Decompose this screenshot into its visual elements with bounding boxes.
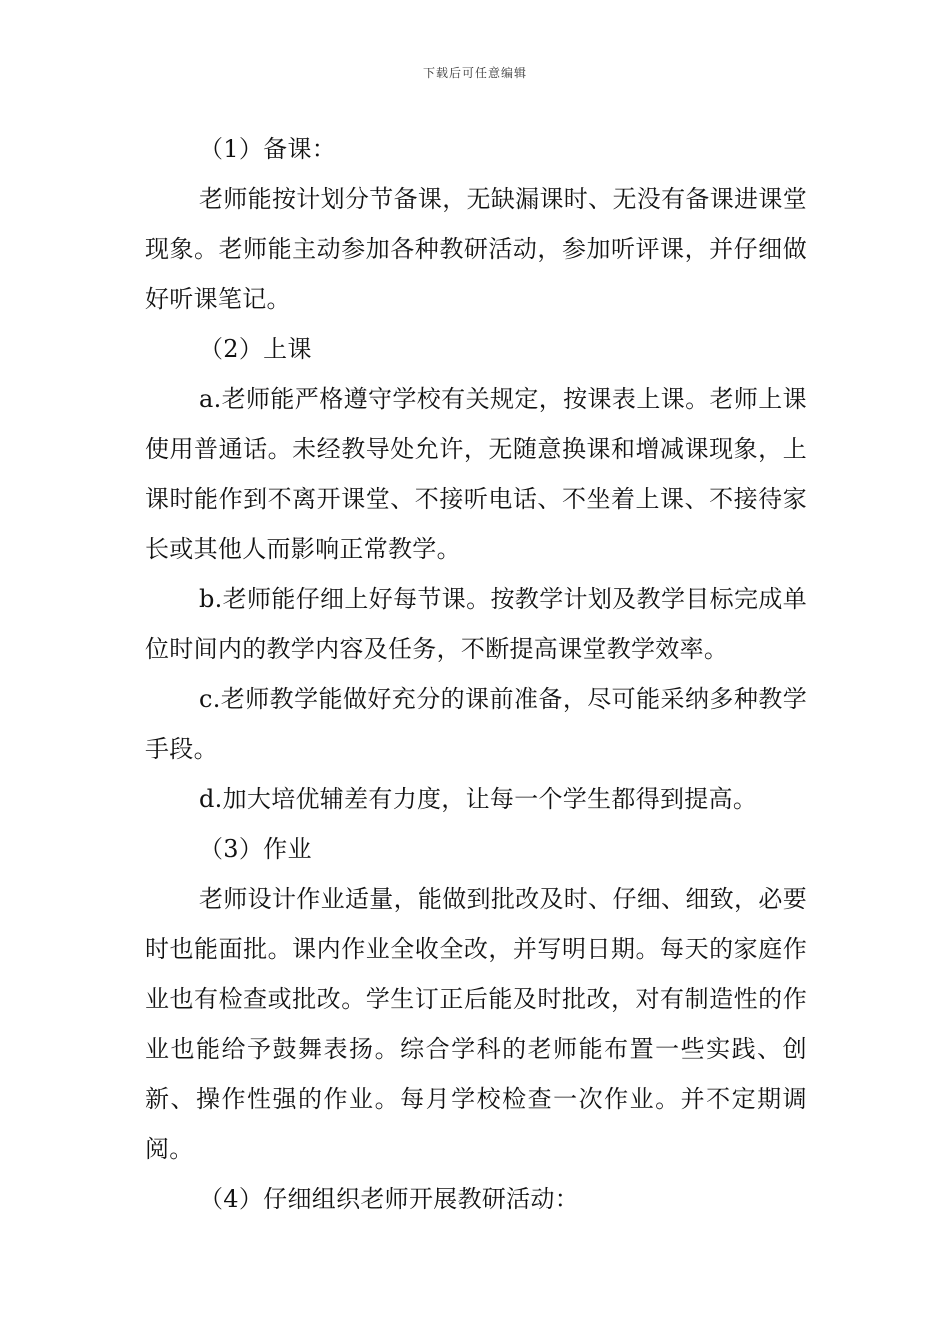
section-heading-research: （4）仔细组织老师开展教研活动： <box>199 1185 580 1213</box>
section-heading-teaching: （2）上课 <box>199 335 312 363</box>
paragraph-teaching-d: d.加大培优辅差有力度，让每一个学生都得到提高。 <box>199 785 758 813</box>
paragraph-teaching-c: c.老师教学能做好充分的课前准备，尽可能采纳多种教学手段。 <box>145 685 807 763</box>
paragraph-lesson-prep: 老师能按计划分节备课，无缺漏课时、无没有备课进课堂现象。老师能主动参加各种教研活动，参加听评课，并仔细做好听课笔记。 <box>145 185 807 313</box>
section-heading-homework: （3）作业 <box>199 835 312 863</box>
paragraph-teaching-a: a.老师能严格遵守学校有关规定，按课表上课。老师上课使用普通话。未经教导处允许，无随意换课和增减课现象，上课时能作到不离开课堂、不接听电话、不坐着上课、不接待家长或其他人而影响正常教学。 <box>145 385 807 563</box>
page-header: 下载后可任意编辑 <box>422 66 527 80</box>
paragraph-teaching-b: b.老师能仔细上好每节课。按教学计划及教学目标完成单位时间内的教学内容及任务，不断提高课堂教学效率。 <box>145 585 807 663</box>
document-body <box>145 124 807 1224</box>
section-heading-lesson-prep: （1）备课： <box>199 135 337 163</box>
paragraph-homework: 老师设计作业适量，能做到批改及时、仔细、细致，必要时也能面批。课内作业全收全改，并写明日期。每天的家庭作业也有检查或批改。学生订正后能及时批改，对有制造性的作业也能给予鼓舞表扬。综合学科的老师能布置一些实践、创新、操作性强的作业。每月学校检查一次作业。并不定期调阅。 <box>145 885 807 1163</box>
